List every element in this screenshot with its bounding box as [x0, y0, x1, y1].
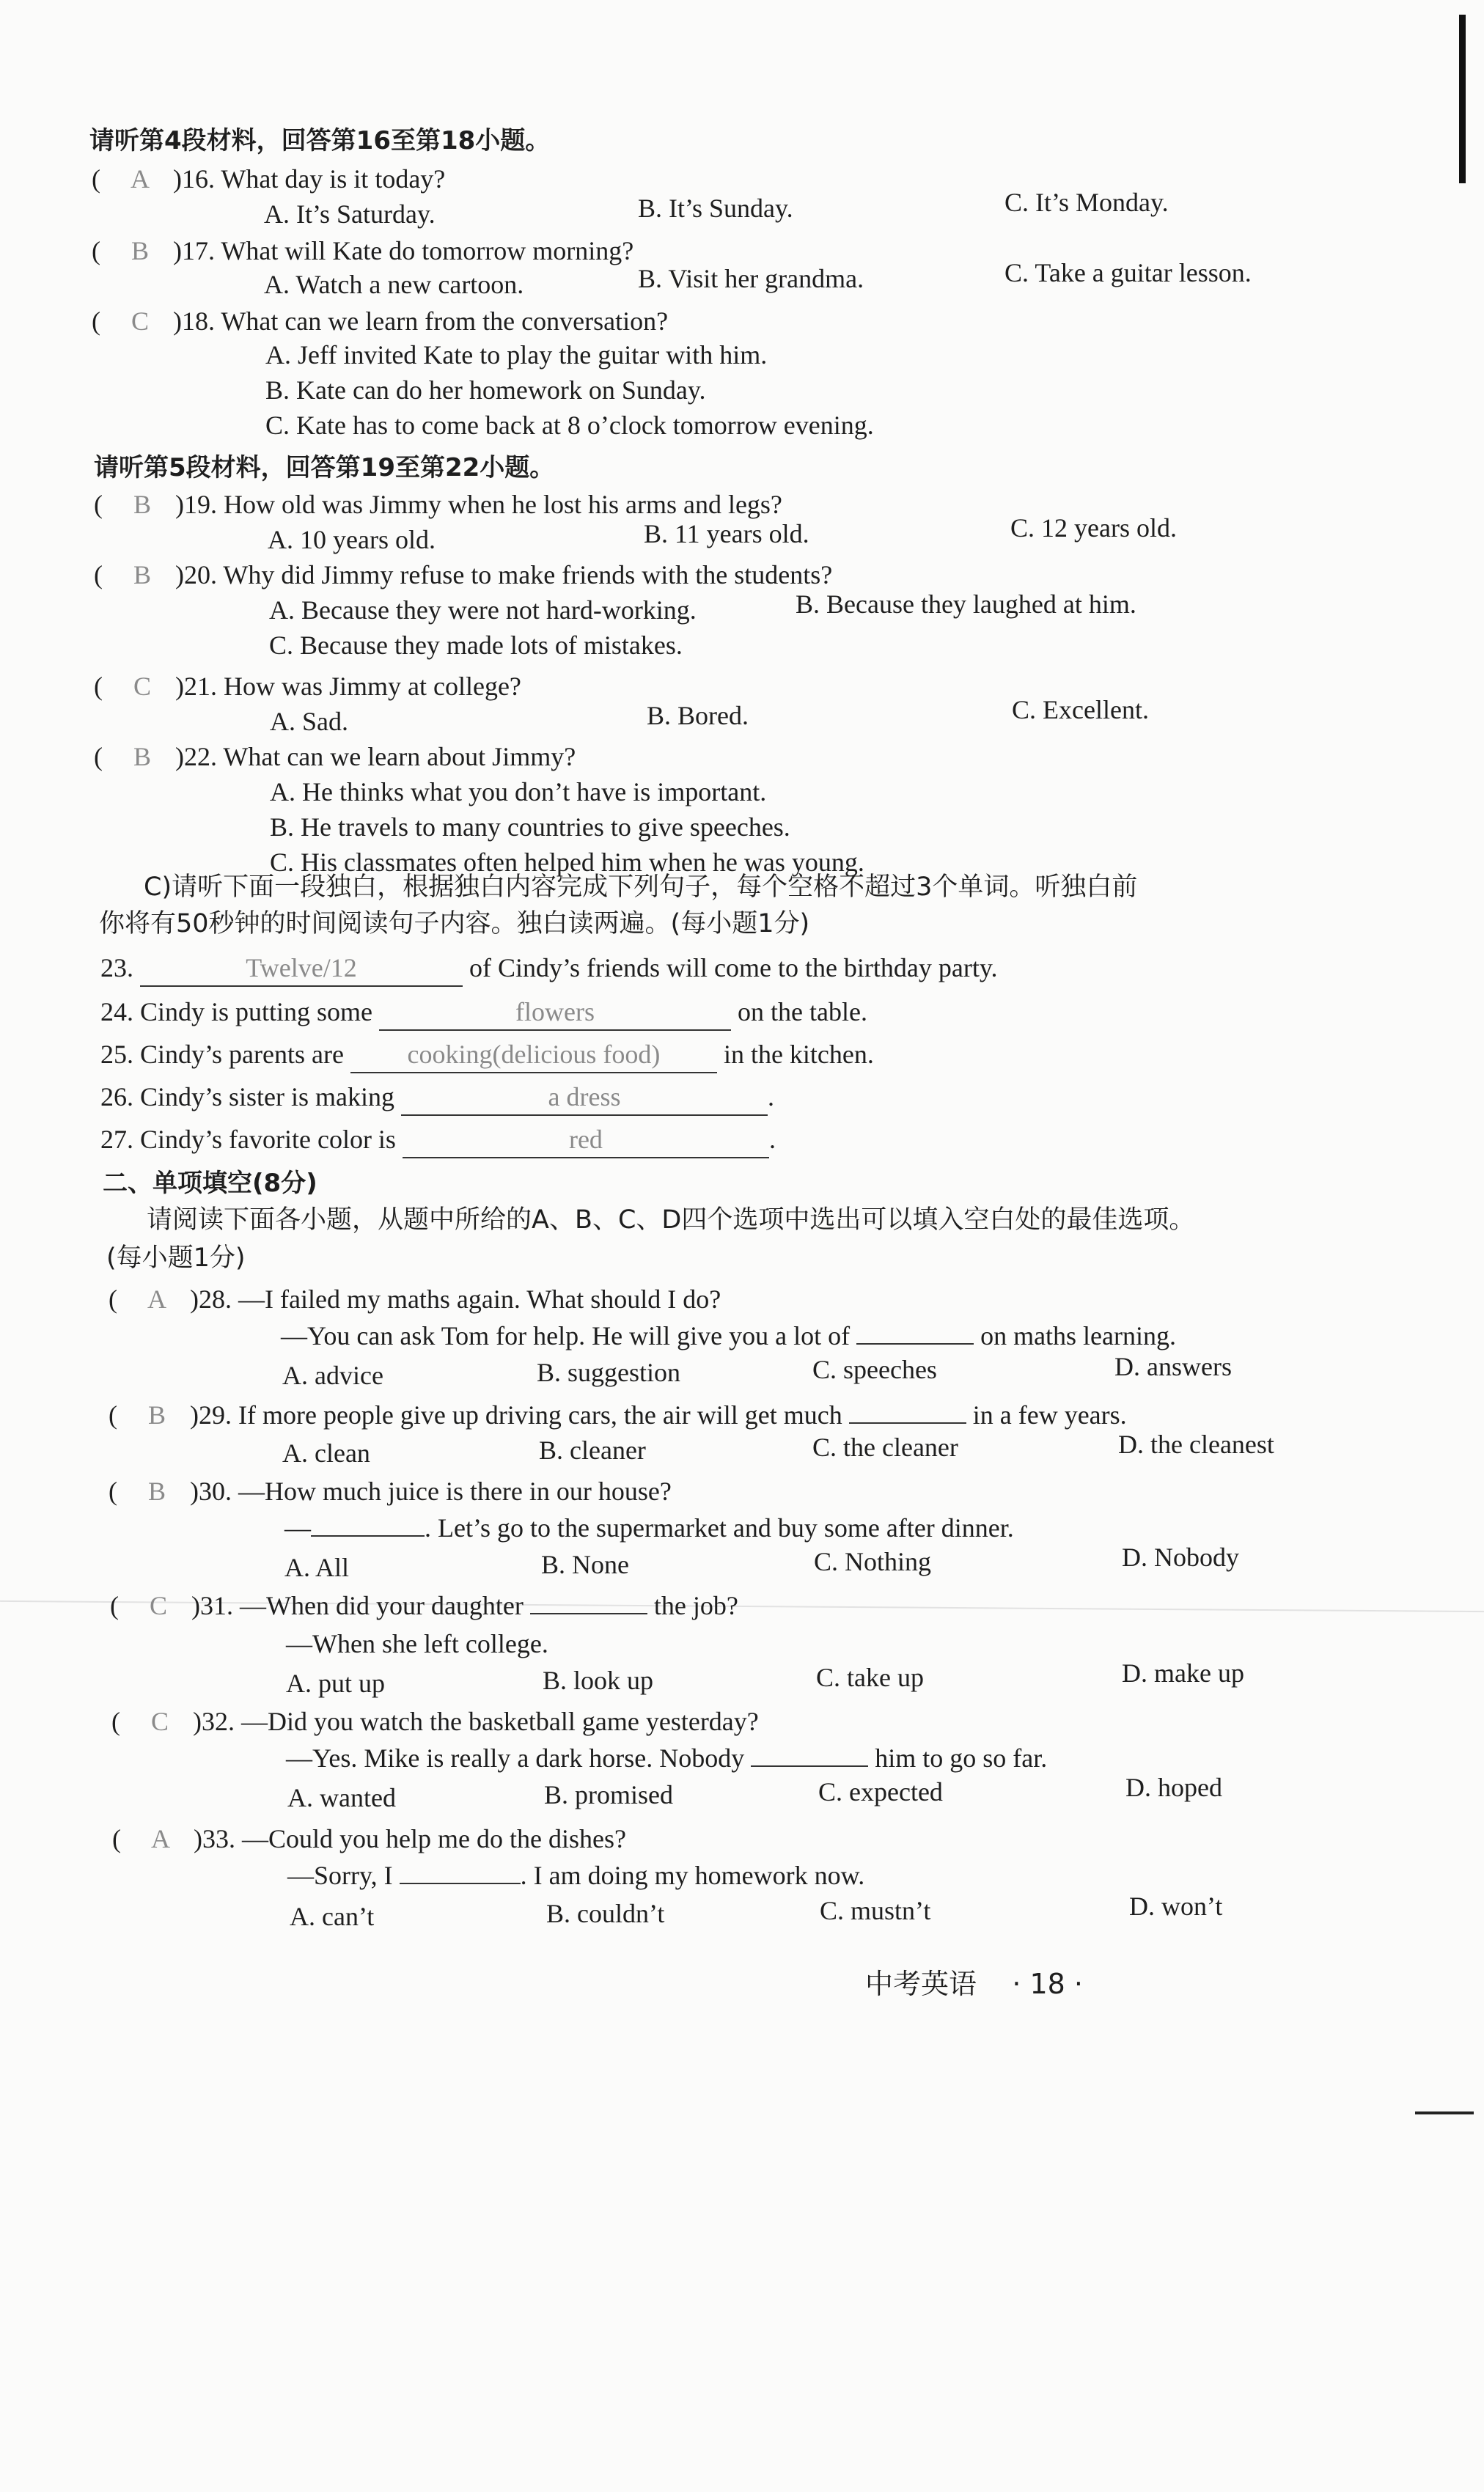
sentence-end: on the table.	[738, 997, 867, 1026]
question-number: 20.	[184, 560, 217, 589]
option-d: D. make up	[1122, 1658, 1244, 1688]
part-c-instructions-line1: C)请听下面一段独白，根据独白内容完成下列句子，每个空格不超过3个单词。听独白前	[144, 872, 1138, 902]
question-text: . I am doing my homework now.	[520, 1861, 865, 1890]
part-2-instructions-line1: 请阅读下面各小题，从题中所给的A、B、C、D四个选项中选出可以填入空白处的最佳选项。	[147, 1205, 1195, 1235]
question-text: the job?	[653, 1591, 738, 1620]
option-a: A. Sad.	[270, 707, 348, 736]
answer: C	[131, 306, 149, 336]
fill-in-25	[100, 1037, 874, 1073]
question-number: 30.	[199, 1477, 232, 1506]
option-c: C. speeches	[812, 1355, 937, 1384]
option-b: B. Visit her grandma.	[638, 264, 864, 293]
option-c: C. Because they made lots of mistakes.	[269, 631, 683, 660]
option-c: C. expected	[818, 1777, 943, 1806]
question-30-line2	[284, 1510, 1014, 1545]
fill-in-23	[100, 950, 998, 987]
option-b: B. promised	[544, 1780, 673, 1809]
question-text: —Yes. Mike is really a dark horse. Nobody	[286, 1743, 745, 1773]
option-b: B. couldn’t	[546, 1899, 665, 1928]
section-header-4: 请听第4段材料，回答第16至第18小题。	[89, 126, 551, 155]
question-number: 16.	[182, 164, 215, 194]
answer: A	[131, 164, 150, 194]
answer-blank	[856, 1343, 974, 1345]
question-31: ( C )31. —When did your daughter the job?	[110, 1588, 738, 1623]
option-b: B. Bored.	[647, 701, 749, 730]
question-20: ( B )20. Why did Jimmy refuse to make friends with the students?	[94, 557, 832, 592]
question-text: —Sorry, I	[287, 1861, 393, 1890]
question-text: What day is it today?	[221, 164, 446, 194]
question-text: —Could you help me do the dishes?	[242, 1824, 626, 1853]
option-c: C. Kate has to come back at 8 o’clock tomorrow evening.	[265, 411, 874, 440]
sentence-end: .	[768, 1082, 775, 1111]
part-c-instructions-line2: 你将有50秒钟的时间阅读句子内容。独白读两遍。(每小题1分)	[99, 909, 810, 938]
option-c: C. Take a guitar lesson.	[1004, 258, 1252, 287]
option-d: D. answers	[1114, 1352, 1232, 1381]
sentence-end: in the kitchen.	[723, 1040, 874, 1069]
sentence-end: of Cindy’s friends will come to the birthday party.	[469, 953, 998, 982]
question-21: ( C )21. How was Jimmy at college?	[94, 669, 521, 704]
answer-blank: red	[403, 1122, 769, 1158]
question-text: What can we learn from the conversation?	[221, 306, 669, 336]
sentence-start: 24. Cindy is putting some	[100, 997, 373, 1026]
option-a: A. Jeff invited Kate to play the guitar with him.	[265, 340, 768, 370]
option-b: B. look up	[543, 1666, 654, 1695]
question-number: 31.	[200, 1591, 233, 1620]
question-16: ( A )16. What day is it today?	[92, 161, 445, 196]
answer: B	[131, 236, 149, 265]
option-c: C. take up	[816, 1663, 924, 1692]
question-text: How was Jimmy at college?	[224, 672, 521, 701]
answer: B	[133, 560, 151, 589]
question-text: in a few years.	[972, 1400, 1127, 1430]
question-text: him to go so far.	[875, 1743, 1048, 1773]
option-a: A. clean	[282, 1438, 370, 1468]
question-text: —I failed my maths again. What should I do?	[238, 1284, 721, 1314]
option-c: C. Nothing	[814, 1547, 932, 1576]
answer-blank: cooking(delicious food)	[350, 1037, 717, 1073]
question-32: ( C )32. —Did you watch the basketball game yesterday?	[111, 1704, 759, 1739]
option-a: A. He thinks what you don’t have is important.	[270, 777, 767, 806]
question-31-line2: —When she left college.	[286, 1629, 548, 1658]
option-b: B. Kate can do her homework on Sunday.	[265, 375, 706, 405]
question-text: How old was Jimmy when he lost his arms and legs?	[224, 490, 782, 519]
fill-in-24	[100, 994, 867, 1031]
answer-blank	[400, 1883, 521, 1884]
answer-blank	[849, 1422, 966, 1424]
part-2-instructions-line2: (每小题1分)	[106, 1243, 246, 1273]
sentence-start: 26. Cindy’s sister is making	[100, 1082, 395, 1111]
question-text: —Did you watch the basketball game yesterday?	[241, 1707, 759, 1736]
option-d: D. won’t	[1129, 1892, 1223, 1921]
answer: B	[133, 742, 151, 771]
sentence-end: .	[768, 1125, 776, 1154]
question-text: What can we learn about Jimmy?	[223, 742, 576, 771]
option-c: C. mustn’t	[820, 1896, 931, 1925]
option-a: A. advice	[282, 1361, 383, 1390]
scan-edge-line	[1415, 2111, 1474, 2114]
option-c: C. It’s Monday.	[1004, 188, 1169, 217]
answer: C	[133, 672, 151, 701]
question-28-line2	[281, 1318, 1176, 1353]
question-29: ( B )29. If more people give up driving cars, the air will get much in a few years.	[109, 1397, 1127, 1433]
option-b: B. It’s Sunday.	[638, 194, 793, 223]
fill-in-27	[100, 1122, 776, 1158]
answer: B	[133, 490, 151, 519]
question-number: 21.	[184, 672, 217, 701]
footer-title: 中考英语	[865, 1968, 977, 2000]
question-32-line2	[286, 1741, 1047, 1776]
page-footer	[865, 1961, 1083, 2002]
option-b: B. None	[541, 1550, 629, 1579]
question-text: —You can ask Tom for help. He will give you a lot of	[281, 1321, 851, 1350]
question-33: ( A )33. —Could you help me do the dishes?	[112, 1821, 626, 1856]
answer-blank	[530, 1613, 647, 1614]
option-a: A. wanted	[287, 1783, 396, 1812]
question-number: 19.	[184, 490, 217, 519]
option-b: B. Because they laughed at him.	[796, 589, 1136, 619]
question-text: —When did your daughter	[240, 1591, 524, 1620]
question-text: —How much juice is there in our house?	[238, 1477, 672, 1506]
answer: C	[150, 1707, 169, 1736]
question-19: ( B )19. How old was Jimmy when he lost his arms and legs?	[94, 487, 782, 522]
option-c: C. His classmates often helped him when he was young.	[270, 848, 864, 877]
option-d: D. hoped	[1125, 1773, 1222, 1802]
page-number: · 18 ·	[1012, 1968, 1084, 2000]
option-b: B. suggestion	[537, 1358, 681, 1387]
answer-blank: Twelve/12	[140, 950, 463, 987]
option-a: A. put up	[286, 1669, 385, 1698]
question-text: What will Kate do tomorrow morning?	[221, 236, 634, 265]
option-a: A. 10 years old.	[268, 525, 436, 554]
sentence-start: 27. Cindy’s favorite color is	[100, 1125, 396, 1154]
answer-blank: a dress	[401, 1079, 768, 1116]
option-d: D. the cleanest	[1118, 1430, 1274, 1459]
question-number: 23.	[100, 953, 133, 982]
answer: A	[147, 1284, 166, 1314]
option-d: D. Nobody	[1122, 1543, 1239, 1572]
question-number: 29.	[199, 1400, 232, 1430]
option-c: C. Excellent.	[1012, 695, 1149, 724]
section-header-5: 请听第5段材料，回答第19至第22小题。	[94, 453, 555, 482]
question-text: If more people give up driving cars, the air will get much	[238, 1400, 842, 1430]
sentence-start: 25. Cindy’s parents are	[100, 1040, 344, 1069]
option-a: A. It’s Saturday.	[264, 199, 436, 229]
option-c: C. 12 years old.	[1010, 513, 1177, 543]
question-number: 17.	[182, 236, 215, 265]
option-a: A. All	[284, 1553, 350, 1582]
scan-edge-bar	[1459, 15, 1466, 183]
option-b: B. He travels to many countries to give speeches.	[270, 812, 790, 842]
answer-blank	[311, 1535, 425, 1537]
option-a: A. Watch a new cartoon.	[264, 270, 524, 299]
part-2-header: 二、单项填空(8分)	[103, 1169, 317, 1198]
answer-blank: flowers	[379, 994, 731, 1031]
answer: A	[151, 1824, 170, 1853]
question-number: 33.	[202, 1824, 235, 1853]
option-a: A. can’t	[290, 1902, 375, 1931]
option-c: C. the cleaner	[812, 1433, 958, 1462]
question-text: on maths learning.	[980, 1321, 1177, 1350]
question-number: 18.	[182, 306, 215, 336]
answer: B	[147, 1400, 166, 1430]
option-b: B. 11 years old.	[644, 519, 809, 548]
question-33-line2	[287, 1858, 864, 1893]
answer: C	[149, 1591, 167, 1620]
option-a: A. Because they were not hard-working.	[269, 595, 697, 625]
answer-blank	[751, 1765, 868, 1767]
question-text: . Let’s go to the supermarket and buy some after dinner.	[425, 1513, 1014, 1543]
question-number: 28.	[199, 1284, 232, 1314]
question-17: ( B )17. What will Kate do tomorrow morning?	[92, 233, 633, 268]
fill-in-26	[100, 1079, 774, 1116]
option-b: B. cleaner	[539, 1436, 646, 1465]
question-number: 32.	[202, 1707, 235, 1736]
question-22: ( B )22. What can we learn about Jimmy?	[94, 739, 576, 774]
question-text: —	[284, 1513, 311, 1543]
question-text: Why did Jimmy refuse to make friends with the students?	[223, 560, 833, 589]
question-18: ( C )18. What can we learn from the conversation?	[92, 304, 668, 339]
question-30: ( B )30. —How much juice is there in our house?	[109, 1474, 672, 1509]
question-number: 22.	[184, 742, 217, 771]
question-28: ( A )28. —I failed my maths again. What should I do?	[109, 1282, 721, 1317]
answer: B	[147, 1477, 166, 1506]
